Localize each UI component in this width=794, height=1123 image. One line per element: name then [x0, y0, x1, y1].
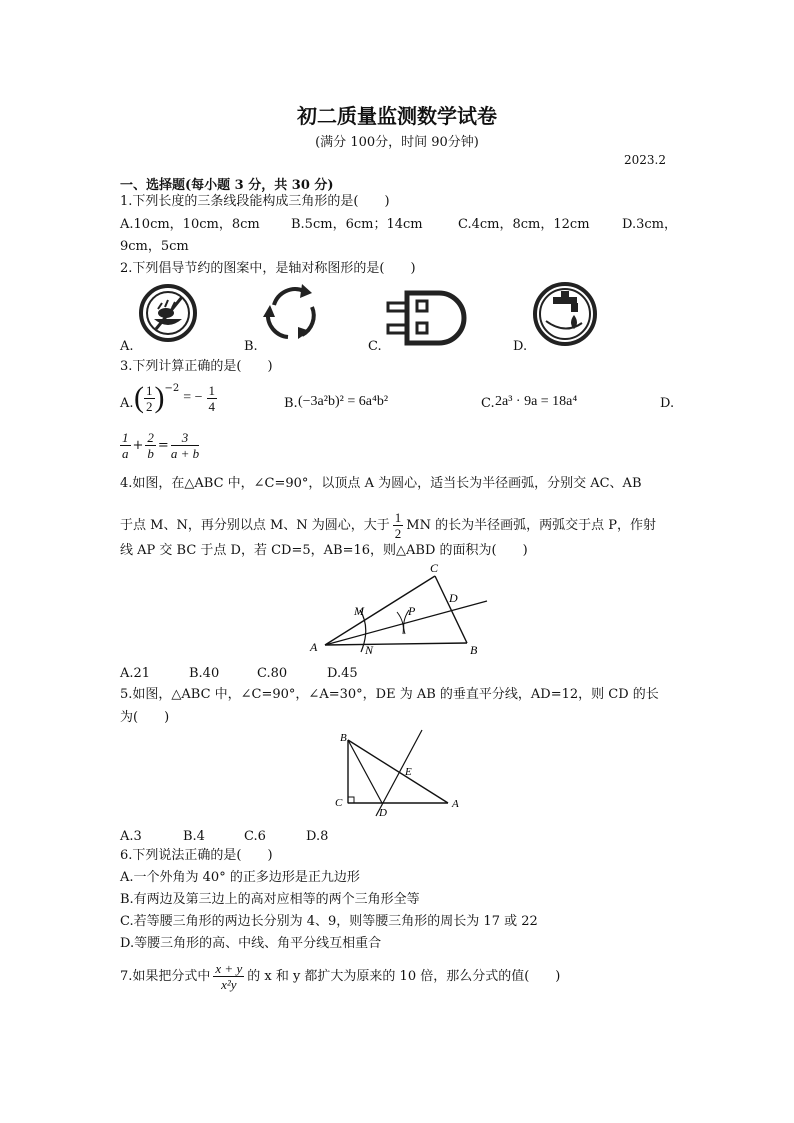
q7-text-start: 7.如果把分式中	[120, 968, 211, 984]
question-4-line-2	[120, 510, 656, 541]
label-n: N	[365, 643, 374, 657]
q3-a-exponent: −2	[164, 383, 180, 394]
q1-option-b: B.5cm，6cm；14cm	[291, 217, 423, 232]
page-title: 初二质量监测数学试卷	[297, 104, 497, 128]
q4-frac-num: 1	[394, 510, 402, 525]
question-3-stem: 3.下列计算正确的是( )	[120, 359, 273, 374]
label-b: B	[340, 732, 347, 744]
q4-line2-start: 于点 M、N，再分别以点 M、N 为圆心，大于	[120, 517, 390, 533]
segment-cb	[435, 576, 467, 643]
q3-option-d-expr	[120, 430, 199, 461]
water-tap-icon	[532, 281, 598, 347]
right-angle-mark	[348, 797, 354, 803]
q2-option-d: D.	[513, 339, 528, 354]
q3-option-c-label: C.	[481, 396, 495, 411]
question-6-stem: 6.下列说法正确的是( )	[120, 848, 273, 863]
q3-option-b-label: B.	[284, 396, 298, 411]
q6-option-d: D.等腰三角形的高、中线、角平分线互相重合	[120, 936, 382, 951]
label-c: C	[335, 797, 343, 809]
q4-option-b: B.40	[189, 666, 220, 681]
q1-option-c: C.4cm，8cm，12cm	[458, 217, 590, 232]
q4-triangle-figure	[305, 562, 495, 658]
q1-option-d: D.3cm，	[622, 217, 677, 232]
q3-option-a-expr: ( $\frac{1}{2}$ ) $^{-2}$ = − $\frac{1}{4}$	[134, 381, 216, 414]
question-4-line-1: 4.如图，在△ABC 中，∠C=90°，以顶点 A 为圆心，适当长为半径画弧，分别交 AC、AB	[120, 476, 642, 491]
q3-option-b-expr: (−3a²b)² = 6a⁴b²	[298, 394, 389, 409]
q3-option-c-expr: 2a³ · 9a = 18a⁴	[495, 394, 578, 409]
q3-d-f1-num: 1	[122, 430, 129, 445]
q3-d-f1-den: a	[122, 446, 129, 461]
q3-a-frac-den: 2	[146, 398, 153, 414]
q3-d-equals: =	[157, 438, 169, 453]
q7-frac-num: x + y	[215, 961, 243, 976]
q7-text-end: 的 x 和 y 都扩大为原来的 10 倍，那么分式的值( )	[247, 968, 561, 984]
page-subtitle: (满分 100分，时间 90分钟)	[315, 135, 479, 150]
q1-option-d-continued: 9cm，5cm	[120, 239, 189, 254]
label-a: A	[452, 798, 459, 810]
q4-option-a: A.21	[120, 666, 151, 681]
segment-ac	[325, 576, 435, 645]
question-7-stem	[120, 961, 560, 992]
q4-frac-den: 2	[394, 526, 402, 541]
label-a: A	[310, 640, 318, 654]
q3-d-f3-num: 3	[171, 430, 199, 446]
q4-line2-end: MN 的长为半径画弧，两弧交于点 P，作射	[406, 517, 656, 533]
question-4-line-3: 线 AP 交 BC 于点 D，若 CD=5，AB=16，则△ABD 的面积为( )	[120, 543, 528, 558]
q6-option-b: B.有两边及第三边上的高对应相等的两个三角形全等	[120, 892, 420, 907]
label-c: C	[430, 562, 439, 575]
q3-a-equals: = −	[183, 390, 203, 405]
question-1-stem: 1.下列长度的三条线段能构成三角形的是( )	[120, 194, 390, 209]
arc-p1	[397, 612, 403, 634]
q6-option-c: C.若等腰三角形的两边长分别为 4、9，则等腰三角形的周长为 17 或 22	[120, 914, 538, 929]
q3-d-f3-den: a + b	[170, 446, 200, 461]
q3-a-rhs-num: 1	[208, 382, 216, 398]
q5-option-c: C.6	[244, 829, 266, 844]
segment-ab	[325, 643, 467, 645]
q3-d-f2-den: b	[147, 446, 154, 461]
q2-option-a: A.	[120, 339, 134, 354]
question-5-line-2: 为( )	[120, 710, 170, 725]
q3-d-f2-num: 2	[147, 430, 154, 445]
recycle-arrows-icon	[260, 281, 324, 343]
q3-d-plus: +	[132, 438, 144, 453]
q4-option-d: D.45	[327, 666, 358, 681]
q3-option-a-label: A.	[120, 396, 134, 411]
q6-option-a: A.一个外角为 40° 的正多边形是正九边形	[120, 870, 360, 885]
label-e: E	[405, 766, 412, 778]
label-m: M	[354, 604, 364, 618]
q5-option-a: A.3	[120, 829, 142, 844]
label-b: B	[470, 643, 478, 657]
plug-icon	[385, 289, 469, 347]
q2-option-c: C.	[368, 339, 382, 354]
segment-ba	[348, 740, 448, 803]
q1-option-a: A.10cm，10cm，8cm	[120, 217, 260, 232]
q2-option-b: B.	[244, 339, 258, 354]
label-d: D	[379, 807, 387, 819]
q5-triangle-figure	[330, 728, 470, 820]
q5-option-d: D.8	[306, 829, 329, 844]
exam-date: 2023.2	[624, 153, 666, 167]
question-2-stem: 2.下列倡导节约的图案中，是轴对称图形的是( )	[120, 261, 416, 276]
no-dish-icon	[138, 283, 198, 343]
label-p: P	[408, 604, 416, 618]
ray-ap	[325, 601, 487, 645]
q5-option-b: B.4	[183, 829, 205, 844]
label-d: D	[449, 591, 458, 605]
section-heading: 一、选择题(每小题 3 分，共 30 分)	[120, 178, 334, 193]
q3-option-d-label: D.	[660, 396, 675, 411]
q3-a-rhs-den: 4	[208, 398, 216, 414]
segment-bd	[348, 740, 382, 803]
q4-option-c: C.80	[257, 666, 288, 681]
question-5-line-1: 5.如图，△ABC 中，∠C=90°，∠A=30°，DE 为 AB 的垂直平分线，AD=12，则 CD 的长	[120, 687, 659, 702]
q7-frac-den: x²y	[221, 977, 237, 992]
q3-a-frac-num: 1	[146, 382, 153, 398]
